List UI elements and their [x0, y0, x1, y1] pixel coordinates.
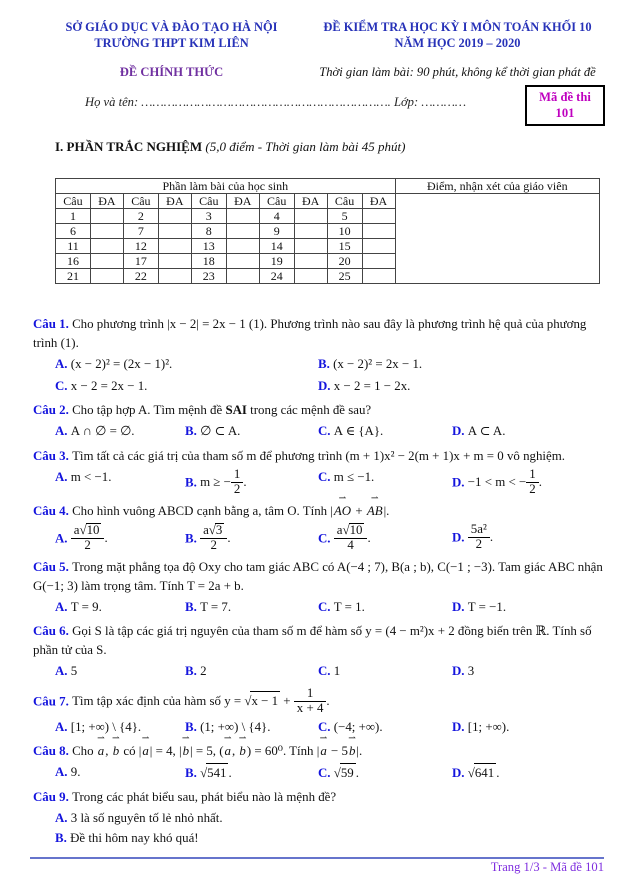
question-text: Tìm tất cả các giá trị của tham số m để phương trình (m + 1)x² − 2(m + 1)x + m = 0 vô nghiệm.	[72, 448, 565, 463]
option-letter: C.	[318, 424, 331, 439]
section-title	[55, 139, 630, 155]
option-letter: C.	[318, 765, 331, 780]
option-letter: A.	[55, 531, 68, 546]
option-letter: D.	[452, 475, 465, 490]
question-number-label: Câu 1.	[33, 317, 69, 332]
question-number-cell: 24	[259, 269, 294, 284]
question-number-cell: 22	[123, 269, 158, 284]
section-title-main: I. PHẦN TRẮC NGHIỆM	[55, 139, 203, 155]
option-letter: A.	[55, 811, 68, 826]
answer-blank-cell	[294, 224, 327, 239]
question-number-cell: 11	[56, 239, 91, 254]
question-7	[33, 687, 603, 738]
option-text: Đề thi hôm nay khó quá!	[70, 831, 199, 846]
question-number-cell: 17	[123, 254, 158, 269]
question-3	[33, 447, 603, 498]
answer-blank-cell	[226, 209, 259, 224]
option-text: T = 1.	[333, 599, 365, 614]
option-a	[55, 808, 603, 828]
question-5	[33, 558, 603, 619]
answer-blank-cell	[294, 209, 327, 224]
answer-blank-cell	[226, 239, 259, 254]
question-stem	[33, 558, 603, 596]
options	[33, 354, 603, 397]
option-c	[318, 421, 452, 442]
option-text: 1	[333, 664, 341, 679]
question-number-cell: 13	[191, 239, 226, 254]
option-letter: A.	[55, 599, 68, 614]
option-b	[185, 467, 318, 498]
options	[33, 421, 603, 442]
department-name: SỞ GIÁO DỤC VÀ ĐÀO TẠO HÀ NỘI	[65, 20, 278, 34]
option-d	[452, 717, 603, 738]
question-number-label: Câu 2.	[33, 403, 69, 418]
option-text: √641 .	[468, 766, 500, 780]
grid-col-header: ĐA	[294, 194, 327, 209]
question-9	[33, 788, 603, 848]
option-text: $\frac{a√3}{2}$ .	[200, 531, 231, 545]
option-text: A ⊂ A.	[467, 424, 506, 439]
duration-note: Thời gian làm bài: 90 phút, không kể thời gian phát đề	[319, 65, 596, 80]
answer-blank-cell	[294, 254, 327, 269]
answer-grid-body	[56, 179, 600, 284]
answer-blank-cell	[158, 239, 191, 254]
option-letter: C.	[55, 378, 68, 393]
question-number-cell: 9	[259, 224, 294, 239]
questions	[33, 315, 603, 848]
option-letter: D.	[452, 424, 465, 439]
question-text: Trong mặt phẳng tọa độ Oxy cho tam giác ABC có A(−4 ; 7), B(a ; b), C(−1 ; −3). Tam giác ABC nhận G(−1; 3) làm trọng tâm. Tính T = 2a + b.	[33, 559, 603, 593]
answer-blank-cell	[158, 209, 191, 224]
option-letter: A.	[55, 469, 68, 484]
section-title-note: (5,0 điểm - Thời gian làm bài 45 phút)	[205, 139, 406, 155]
question-stem	[33, 742, 603, 761]
question-number-cell: 7	[123, 224, 158, 239]
option-letter: D.	[452, 530, 465, 545]
question-stem	[33, 401, 603, 420]
option-d	[318, 376, 603, 397]
grid-col-header: ĐA	[226, 194, 259, 209]
question-text: Gọi S là tập các giá trị nguyên của tham số m để hàm số y = (4 − m²)x + 2 đồng biến trên ℝ. Tính số phần tử của S.	[33, 624, 592, 658]
options	[33, 597, 603, 618]
answer-blank-cell	[226, 254, 259, 269]
answer-blank-cell	[294, 239, 327, 254]
header-subrow	[0, 51, 630, 80]
question-stem	[33, 788, 603, 807]
school-year: NĂM HỌC 2019 – 2020	[394, 36, 521, 51]
answer-blank-cell	[90, 224, 123, 239]
question-text: Cho ⇀ a, ⇀ b có |⇀ a| = 4, |⇀ b| = 5, (⇀ a, ⇀ b) = 60⁰. Tính |⇀ a − 5⇀ b|.	[72, 744, 362, 758]
question-text: Trong các phát biểu sau, phát biểu nào là mệnh đề?	[72, 790, 337, 805]
answer-table	[55, 178, 600, 284]
grid-col-header: ĐA	[90, 194, 123, 209]
question-number-cell: 15	[327, 239, 362, 254]
option-text: √541 .	[200, 766, 232, 780]
question-number-cell: 4	[259, 209, 294, 224]
option-c	[318, 597, 452, 618]
answer-blank-cell	[226, 224, 259, 239]
question-stem	[33, 687, 603, 716]
question-text: Tìm tập xác định của hàm số y = √x − 1 + $\frac{1}{x + 4}$ .	[72, 685, 330, 715]
grid-col-header: Câu	[123, 194, 158, 209]
option-letter: A.	[55, 719, 68, 734]
option-d	[452, 522, 603, 554]
question-stem	[33, 315, 603, 353]
option-b	[185, 661, 318, 682]
option-letter: C.	[318, 719, 331, 734]
option-text: m < −1.	[70, 469, 112, 484]
option-text: 2	[200, 664, 207, 679]
options	[33, 661, 603, 682]
header-exam-block	[310, 19, 605, 51]
option-text: x − 2 = 1 − 2x.	[333, 378, 411, 393]
question-text: Cho tập hợp A. Tìm mệnh đề SAI trong các mệnh đề sau?	[72, 403, 372, 418]
option-c	[318, 661, 452, 682]
option-letter: D.	[452, 599, 465, 614]
question-number-cell: 5	[327, 209, 362, 224]
answer-blank-cell	[362, 269, 395, 284]
option-letter: A.	[55, 424, 68, 439]
question-8	[33, 742, 603, 784]
option-text: T = 9.	[70, 599, 102, 614]
option-c	[55, 376, 318, 397]
option-a	[55, 421, 185, 442]
question-number-cell: 25	[327, 269, 362, 284]
question-number-label: Câu 5.	[33, 559, 69, 574]
answer-blank-cell	[362, 224, 395, 239]
option-text: (x − 2)² = (2x − 1)².	[70, 357, 173, 372]
question-number-cell: 1	[56, 209, 91, 224]
exam-code-value: 101	[555, 106, 575, 121]
teacher-part-header: Điểm, nhận xét của giáo viên	[395, 179, 599, 194]
grid-col-header: ĐA	[158, 194, 191, 209]
option-d	[452, 762, 603, 784]
student-name-line: Họ và tên: …………………………………………………………. Lớp: …………	[85, 95, 467, 110]
options	[33, 522, 603, 554]
option-text: ∅ ⊂ A.	[200, 424, 241, 439]
option-text: A ∩ ∅ = ∅.	[70, 424, 135, 439]
answer-table-header-row	[56, 179, 600, 194]
question-number-cell: 21	[56, 269, 91, 284]
question-text: Cho hình vuông ABCD cạnh bằng a, tâm O. Tính |⇀ AO + ⇀ AB|.	[72, 504, 389, 518]
option-text: T = 7.	[200, 599, 232, 614]
option-text: $\frac{\text{5a²}}{2}$ .	[468, 530, 493, 544]
option-a	[55, 597, 185, 618]
question-stem	[33, 622, 603, 660]
question-stem	[33, 502, 603, 521]
option-b	[185, 522, 318, 554]
option-b	[55, 828, 603, 848]
answer-blank-cell	[90, 209, 123, 224]
option-letter: B.	[185, 475, 197, 490]
option-letter: B.	[185, 664, 197, 679]
question-number-cell: 10	[327, 224, 362, 239]
page-header	[0, 0, 630, 51]
question-number-cell: 2	[123, 209, 158, 224]
option-letter: A.	[55, 764, 68, 779]
option-b	[185, 597, 318, 618]
question-number-cell: 3	[191, 209, 226, 224]
option-letter: D.	[452, 765, 465, 780]
option-d	[452, 661, 603, 682]
option-text: $\frac{a√10}{2}$ .	[71, 531, 108, 545]
question-number-cell: 12	[123, 239, 158, 254]
exam-title: ĐỀ KIỂM TRA HỌC KỲ I MÔN TOÁN KHỐI 10	[323, 20, 592, 34]
question-number-label: Câu 4.	[33, 503, 69, 518]
header-school-block	[33, 19, 310, 51]
question-number-cell: 16	[56, 254, 91, 269]
option-letter: C.	[318, 599, 331, 614]
page-footer: Trang 1/3 - Mã đề 101	[30, 857, 604, 875]
options	[33, 467, 603, 498]
option-letter: A.	[55, 357, 68, 372]
option-a	[55, 661, 185, 682]
question-number-cell: 20	[327, 254, 362, 269]
question-6	[33, 622, 603, 683]
grid-col-header: Câu	[327, 194, 362, 209]
option-d	[452, 421, 603, 442]
grid-col-header: Câu	[259, 194, 294, 209]
option-b	[185, 762, 318, 784]
answer-blank-cell	[362, 254, 395, 269]
question-number-cell: 8	[191, 224, 226, 239]
exam-code-label: Mã đề thi	[539, 90, 591, 104]
option-letter: C.	[318, 469, 331, 484]
option-letter: B.	[185, 531, 197, 546]
option-letter: B.	[185, 424, 197, 439]
option-text: m ≤ −1.	[333, 469, 375, 484]
answer-blank-cell	[90, 269, 123, 284]
question-1	[33, 315, 603, 397]
question-number-cell: 23	[191, 269, 226, 284]
option-c	[318, 467, 452, 498]
answer-blank-cell	[362, 239, 395, 254]
grid-col-header: ĐA	[362, 194, 395, 209]
question-number-label: Câu 8.	[33, 743, 69, 758]
question-text: Cho phương trình |x − 2| = 2x − 1 (1). Phương trình nào sau đây là phương trình hệ quả của phương trình (1).	[33, 317, 587, 351]
option-a	[55, 762, 185, 784]
option-letter: C.	[318, 531, 331, 546]
option-text: A ∈ {A}.	[333, 424, 384, 439]
answer-blank-cell	[158, 224, 191, 239]
question-stem	[33, 447, 603, 466]
option-text: 3	[467, 664, 475, 679]
answer-blank-cell	[158, 269, 191, 284]
option-text: (x − 2)² = 2x − 1.	[333, 357, 423, 372]
option-a	[55, 467, 185, 498]
question-number-cell: 18	[191, 254, 226, 269]
question-number-cell: 14	[259, 239, 294, 254]
option-letter: D.	[452, 719, 465, 734]
option-letter: B.	[55, 831, 67, 846]
question-4	[33, 502, 603, 554]
answer-blank-cell	[226, 269, 259, 284]
question-number-cell: 19	[259, 254, 294, 269]
answer-blank-cell	[294, 269, 327, 284]
option-c	[318, 717, 452, 738]
option-d	[452, 597, 603, 618]
option-a	[55, 522, 185, 554]
exam-code-box	[525, 85, 605, 126]
student-part-header: Phần làm bài của học sinh	[56, 179, 396, 194]
option-text: (−4; +∞).	[333, 719, 383, 734]
answer-blank-cell	[90, 254, 123, 269]
option-letter: D.	[452, 664, 465, 679]
option-text: T = −1.	[467, 599, 507, 614]
option-c	[318, 762, 452, 784]
option-letter: C.	[318, 664, 331, 679]
options	[33, 808, 603, 848]
option-letter: A.	[55, 664, 68, 679]
option-letter: B.	[318, 357, 330, 372]
option-letter: D.	[318, 378, 331, 393]
question-number-label: Câu 3.	[33, 448, 69, 463]
question-number-cell: 6	[56, 224, 91, 239]
option-text: 3 là số nguyên tố lẻ nhỏ nhất.	[70, 811, 223, 826]
school-name: TRƯỜNG THPT KIM LIÊN	[94, 36, 249, 51]
option-text: 5	[70, 664, 78, 679]
answer-table-subheader-row	[56, 194, 600, 209]
official-exam-label: ĐỀ CHÍNH THỨC	[119, 65, 224, 80]
option-text: [1; +∞) \ {4}.	[70, 719, 142, 734]
option-d	[452, 467, 603, 498]
question-number-label: Câu 9.	[33, 790, 69, 805]
answer-blank-cell	[158, 254, 191, 269]
teacher-notes-cell	[395, 194, 599, 284]
option-letter: B.	[185, 599, 197, 614]
option-text: 9.	[70, 764, 81, 779]
question-number-label: Câu 6.	[33, 624, 69, 639]
grid-col-header: Câu	[191, 194, 226, 209]
answer-blank-cell	[362, 209, 395, 224]
option-b	[318, 354, 603, 375]
answer-blank-cell	[90, 239, 123, 254]
option-letter: B.	[185, 765, 197, 780]
option-letter: B.	[185, 719, 197, 734]
option-text: (1; +∞) \ {4}.	[200, 719, 271, 734]
question-number-label: Câu 7.	[33, 694, 69, 709]
option-c	[318, 522, 452, 554]
option-b	[185, 421, 318, 442]
option-text: m ≥ − $\frac{1}{2}$ .	[200, 466, 247, 496]
option-text: $\frac{a√10}{4}$ .	[334, 531, 371, 545]
options	[33, 762, 603, 784]
option-text: √59 .	[334, 766, 359, 780]
option-text: x − 2 = 2x − 1.	[70, 378, 148, 393]
option-text: [1; +∞).	[467, 719, 510, 734]
option-a	[55, 354, 318, 375]
question-2	[33, 401, 603, 442]
grid-col-header: Câu	[56, 194, 91, 209]
option-text: −1 < m < − $\frac{1}{2}$ .	[467, 466, 542, 496]
option-b	[185, 717, 318, 738]
